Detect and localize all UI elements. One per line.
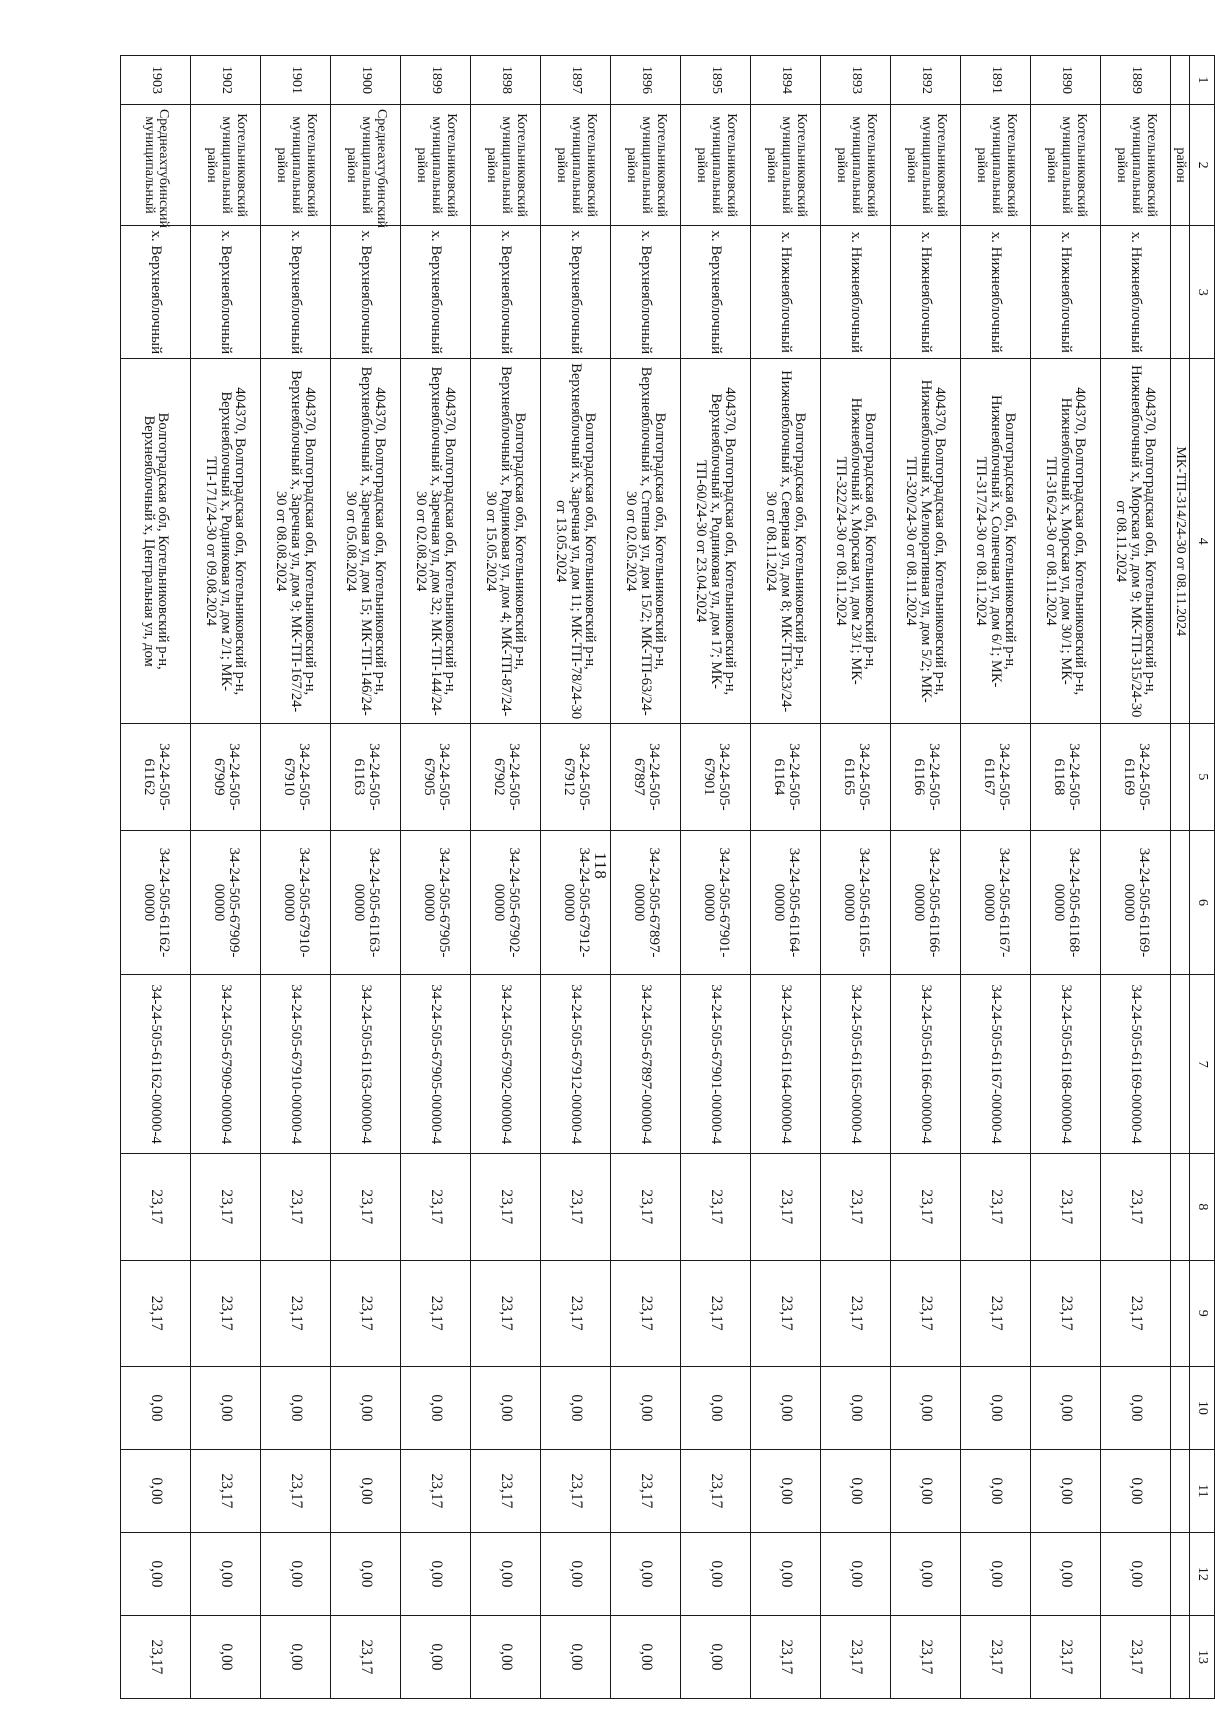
header-cell: 2 — [1190, 104, 1215, 225]
code-cell: 34-24-505-67912-00000-4 — [541, 975, 611, 1154]
address-cell: Волгоградская обл, Котельниковский р-н, Верхнеяблочный х, Родниковая ул, дом 4; МК-ТП-87/24-30 от 15.05.2024 — [471, 359, 541, 724]
row-number: 1895 — [681, 56, 751, 105]
header-cell: 8 — [1190, 1154, 1215, 1260]
continuation-row — [1171, 56, 1190, 1699]
district-cell: Котельниковский муниципальный район — [191, 104, 261, 225]
value-cell: 0,00 — [261, 1532, 331, 1615]
table-row — [1031, 56, 1101, 1699]
empty-cell — [1171, 1615, 1190, 1698]
table-row — [471, 56, 541, 1699]
value-cell: 0,00 — [191, 1366, 261, 1449]
value-cell: 23,17 — [891, 1260, 961, 1366]
code-cell: 34-24-505-67905 — [401, 724, 471, 830]
value-cell: 0,00 — [611, 1366, 681, 1449]
row-number: 1893 — [821, 56, 891, 105]
table-row — [331, 56, 401, 1699]
code-cell: 34-24-505-67912 — [541, 724, 611, 830]
value-cell: 23,17 — [541, 1260, 611, 1366]
value-cell: 0,00 — [751, 1366, 821, 1449]
address-cell: 404370, Волгоградская обл, Котельниковский р-н, Нижнеяблочный х, Морская ул, дом 9; МК-ТП-315/24-30 от 08.11.2024 — [1101, 359, 1171, 724]
district-cell: Котельниковский муниципальный район — [261, 104, 331, 225]
value-cell: 23,17 — [891, 1154, 961, 1260]
empty-cell — [1171, 1532, 1190, 1615]
code-cell: 34-24-505-61169 — [1101, 724, 1171, 830]
value-cell: 0,00 — [261, 1366, 331, 1449]
code-cell: 34-24-505-61162 — [121, 724, 191, 830]
table-row — [681, 56, 751, 1699]
district-cell: Котельниковский муниципальный район — [611, 104, 681, 225]
value-cell: 0,00 — [891, 1532, 961, 1615]
code-cell: 34-24-505-61167-00000 — [961, 830, 1031, 975]
empty-cell — [1171, 724, 1190, 830]
value-cell: 23,17 — [1031, 1154, 1101, 1260]
table-row — [401, 56, 471, 1699]
code-cell: 34-24-505-61168-00000 — [1031, 830, 1101, 975]
code-cell: 34-24-505-67910 — [261, 724, 331, 830]
address-cell: Волгоградская обл, Котельниковский р-н, Нижнеяблочный х, Морская ул, дом 23/1; МК-ТП-322/24-30 от 08.11.2024 — [821, 359, 891, 724]
header-cell: 9 — [1190, 1260, 1215, 1366]
table-row — [961, 56, 1031, 1699]
code-cell: 34-24-505-61166-00000 — [891, 830, 961, 975]
district-cell: Котельниковский муниципальный район — [541, 104, 611, 225]
value-cell: 23,17 — [471, 1154, 541, 1260]
value-cell: 23,17 — [961, 1154, 1031, 1260]
value-cell: 23,17 — [681, 1260, 751, 1366]
value-cell: 0,00 — [471, 1615, 541, 1698]
code-cell: 34-24-505-61162-00000-4 — [121, 975, 191, 1154]
code-cell: 34-24-505-67901 — [681, 724, 751, 830]
table-row — [541, 56, 611, 1699]
district-cell: Котельниковский муниципальный район — [681, 104, 751, 225]
value-cell: 0,00 — [331, 1366, 401, 1449]
row-number: 1898 — [471, 56, 541, 105]
value-cell: 0,00 — [191, 1615, 261, 1698]
district-cell: Котельниковский муниципальный район — [401, 104, 471, 225]
code-cell: 34-24-505-67905-00000 — [401, 830, 471, 975]
settlement-cell: х. Верхнеяблочный — [541, 226, 611, 359]
value-cell: 23,17 — [191, 1260, 261, 1366]
value-cell: 23,17 — [751, 1260, 821, 1366]
code-cell: 34-24-505-61167-00000-4 — [961, 975, 1031, 1154]
district-cell: Котельниковский муниципальный район — [1031, 104, 1101, 225]
settlement-cell: х. Нижнеяблочный — [891, 226, 961, 359]
header-cell: 6 — [1190, 830, 1215, 975]
value-cell: 23,17 — [261, 1449, 331, 1532]
header-cell: 5 — [1190, 724, 1215, 830]
row-number: 1892 — [891, 56, 961, 105]
row-number: 1891 — [961, 56, 1031, 105]
value-cell: 23,17 — [401, 1154, 471, 1260]
value-cell: 0,00 — [681, 1532, 751, 1615]
value-cell: 0,00 — [891, 1366, 961, 1449]
row-number: 1889 — [1101, 56, 1171, 105]
value-cell: 23,17 — [961, 1260, 1031, 1366]
empty-cell — [1171, 1366, 1190, 1449]
empty-cell — [1171, 56, 1190, 105]
value-cell: 23,17 — [471, 1260, 541, 1366]
district-cell: Котельниковский муниципальный район — [891, 104, 961, 225]
value-cell: 23,17 — [681, 1449, 751, 1532]
code-cell: 34-24-505-67902-00000-4 — [471, 975, 541, 1154]
code-cell: 34-24-505-67912-00000 — [541, 830, 611, 975]
code-cell: 34-24-505-61164-00000 — [751, 830, 821, 975]
code-cell: 34-24-505-61165-00000 — [821, 830, 891, 975]
settlement-cell: х. Нижнеяблочный — [1101, 226, 1171, 359]
code-cell: 34-24-505-61167 — [961, 724, 1031, 830]
value-cell: 0,00 — [1031, 1449, 1101, 1532]
header-cell: 3 — [1190, 226, 1215, 359]
empty-cell — [1171, 226, 1190, 359]
settlement-cell: х. Верхнеяблочный — [471, 226, 541, 359]
settlement-cell: х. Верхнеяблочный — [611, 226, 681, 359]
row-number: 1902 — [191, 56, 261, 105]
settlement-cell: х. Нижнеяблочный — [961, 226, 1031, 359]
value-cell: 0,00 — [611, 1532, 681, 1615]
value-cell: 0,00 — [401, 1532, 471, 1615]
value-cell: 23,17 — [891, 1615, 961, 1698]
value-cell: 23,17 — [261, 1154, 331, 1260]
value-cell: 0,00 — [821, 1366, 891, 1449]
row-number: 1890 — [1031, 56, 1101, 105]
address-cell: 404370, Волгоградская обл, Котельниковский р-н, Верхнеяблочный х, Заречная ул, дом 9; МК-ТП-167/24-30 от 08.08.2024 — [261, 359, 331, 724]
code-cell: 34-24-505-61162-00000 — [121, 830, 191, 975]
value-cell: 0,00 — [681, 1366, 751, 1449]
value-cell: 0,00 — [821, 1449, 891, 1532]
value-cell: 0,00 — [611, 1615, 681, 1698]
value-cell: 23,17 — [611, 1260, 681, 1366]
continuation-document: МК-ТП-314/24-30 от 08.11.2024 — [1171, 359, 1190, 724]
empty-cell — [1171, 1154, 1190, 1260]
value-cell: 0,00 — [1101, 1449, 1171, 1532]
row-number: 1896 — [611, 56, 681, 105]
value-cell: 23,17 — [541, 1154, 611, 1260]
header-cell: 4 — [1190, 359, 1215, 724]
settlement-cell: х. Верхнеяблочный — [191, 226, 261, 359]
value-cell: 0,00 — [1101, 1366, 1171, 1449]
district-cell: Котельниковский муниципальный район — [1101, 104, 1171, 225]
value-cell: 23,17 — [611, 1154, 681, 1260]
address-cell: 404370, Волгоградская обл, Котельниковский р-н, Нижнеяблочный х, Морская ул, дом 30/1; МК-ТП-316/24-30 от 08.11.2024 — [1031, 359, 1101, 724]
value-cell: 0,00 — [1031, 1532, 1101, 1615]
settlement-cell: х. Верхнеяблочный — [331, 226, 401, 359]
value-cell: 23,17 — [261, 1260, 331, 1366]
address-cell: 404370, Волгоградская обл, Котельниковский р-н, Верхнеяблочный х, Родниковая ул, дом 2/1; МК-ТП-171/24-30 от 09.08.2024 — [191, 359, 261, 724]
value-cell: 0,00 — [961, 1366, 1031, 1449]
table-row — [1101, 56, 1171, 1699]
value-cell: 23,17 — [401, 1260, 471, 1366]
address-cell: 404370, Волгоградская обл, Котельниковский р-н, Верхнеяблочный х, Родниковая ул, дом 17; МК-ТП-60/24-30 от 23.04.2024 — [681, 359, 751, 724]
value-cell: 23,17 — [751, 1615, 821, 1698]
value-cell: 0,00 — [331, 1449, 401, 1532]
code-cell: 34-24-505-61163-00000 — [331, 830, 401, 975]
code-cell: 34-24-505-61169-00000 — [1101, 830, 1171, 975]
row-number: 1903 — [121, 56, 191, 105]
value-cell: 23,17 — [191, 1154, 261, 1260]
address-cell: 404370, Волгоградская обл, Котельниковский р-н, Верхнеяблочный х, Заречная ул, дом 32; МК-ТП-144/24-30 от 02.08.2024 — [401, 359, 471, 724]
value-cell: 23,17 — [1101, 1154, 1171, 1260]
code-cell: 34-24-505-67909-00000 — [191, 830, 261, 975]
table-row — [891, 56, 961, 1699]
code-cell: 34-24-505-61164 — [751, 724, 821, 830]
value-cell: 0,00 — [541, 1532, 611, 1615]
value-cell: 23,17 — [821, 1615, 891, 1698]
code-cell: 34-24-505-67902-00000 — [471, 830, 541, 975]
district-cell: Котельниковский муниципальный район — [961, 104, 1031, 225]
value-cell: 23,17 — [821, 1154, 891, 1260]
value-cell: 23,17 — [401, 1449, 471, 1532]
value-cell: 0,00 — [401, 1366, 471, 1449]
district-cell: Котельниковский муниципальный район — [751, 104, 821, 225]
code-cell: 34-24-505-67897 — [611, 724, 681, 830]
code-cell: 34-24-505-67909 — [191, 724, 261, 830]
value-cell: 23,17 — [1101, 1260, 1171, 1366]
value-cell: 0,00 — [961, 1449, 1031, 1532]
value-cell: 0,00 — [751, 1532, 821, 1615]
address-cell: Волгоградская обл, Котельниковский р-н, Нижнеяблочный х, Солнечная ул, дом 6/1; МК-ТП-317/24-30 от 08.11.2024 — [961, 359, 1031, 724]
data-table — [120, 55, 1215, 1699]
value-cell: 23,17 — [331, 1260, 401, 1366]
value-cell: 23,17 — [1031, 1260, 1101, 1366]
header-row — [1190, 56, 1215, 1699]
header-cell: 11 — [1190, 1449, 1215, 1532]
table-row — [751, 56, 821, 1699]
value-cell: 0,00 — [261, 1615, 331, 1698]
value-cell: 23,17 — [331, 1615, 401, 1698]
code-cell: 34-24-505-61168-00000-4 — [1031, 975, 1101, 1154]
header-cell: 1 — [1190, 56, 1215, 105]
page-number: 118 — [590, 852, 610, 880]
value-cell: 0,00 — [1031, 1366, 1101, 1449]
settlement-cell: х. Нижнеяблочный — [751, 226, 821, 359]
header-cell: 12 — [1190, 1532, 1215, 1615]
value-cell: 0,00 — [541, 1615, 611, 1698]
value-cell: 23,17 — [681, 1154, 751, 1260]
value-cell: 23,17 — [1101, 1615, 1171, 1698]
code-cell: 34-24-505-61168 — [1031, 724, 1101, 830]
value-cell: 0,00 — [681, 1615, 751, 1698]
row-number: 1899 — [401, 56, 471, 105]
empty-cell — [1171, 1449, 1190, 1532]
value-cell: 0,00 — [191, 1532, 261, 1615]
value-cell: 23,17 — [331, 1154, 401, 1260]
settlement-cell: х. Верхнеяблочный — [121, 226, 191, 359]
code-cell: 34-24-505-61166-00000-4 — [891, 975, 961, 1154]
settlement-cell: х. Верхнеяблочный — [261, 226, 331, 359]
value-cell: 23,17 — [121, 1154, 191, 1260]
code-cell: 34-24-505-61165-00000-4 — [821, 975, 891, 1154]
empty-cell — [1171, 830, 1190, 975]
code-cell: 34-24-505-61169-00000-4 — [1101, 975, 1171, 1154]
empty-cell — [1171, 975, 1190, 1154]
value-cell: 23,17 — [961, 1615, 1031, 1698]
value-cell: 23,17 — [121, 1260, 191, 1366]
row-number: 1901 — [261, 56, 331, 105]
value-cell: 23,17 — [121, 1615, 191, 1698]
value-cell: 0,00 — [541, 1366, 611, 1449]
header-cell: 10 — [1190, 1366, 1215, 1449]
settlement-cell: х. Нижнеяблочный — [1031, 226, 1101, 359]
code-cell: 34-24-505-67910-00000 — [261, 830, 331, 975]
value-cell: 23,17 — [1031, 1615, 1101, 1698]
value-cell: 0,00 — [821, 1532, 891, 1615]
row-number: 1894 — [751, 56, 821, 105]
value-cell: 0,00 — [331, 1532, 401, 1615]
code-cell: 34-24-505-67897-00000 — [611, 830, 681, 975]
address-cell: Волгоградская обл, Котельниковский р-н, Верхнеяблочный х, Заречная ул, дом 11; МК-ТП-78/24-30 от 13.05.2024 — [541, 359, 611, 724]
rotated-table-container — [120, 55, 1215, 1699]
table-row — [121, 56, 191, 1699]
value-cell: 0,00 — [471, 1366, 541, 1449]
value-cell: 0,00 — [401, 1615, 471, 1698]
value-cell: 23,17 — [541, 1449, 611, 1532]
district-cell: Котельниковский муниципальный район — [471, 104, 541, 225]
code-cell: 34-24-505-61163-00000-4 — [331, 975, 401, 1154]
address-cell: 404370, Волгоградская обл, Котельниковский р-н, Верхнеяблочный х, Заречная ул, дом 15; МК-ТП-146/24-30 от 05.08.2024 — [331, 359, 401, 724]
row-number: 1900 — [331, 56, 401, 105]
table-row — [191, 56, 261, 1699]
table-row — [821, 56, 891, 1699]
value-cell: 23,17 — [821, 1260, 891, 1366]
value-cell: 0,00 — [961, 1532, 1031, 1615]
value-cell: 0,00 — [121, 1366, 191, 1449]
district-cell: Среднеахтубинский муниципальный — [121, 104, 191, 225]
code-cell: 34-24-505-67901-00000-4 — [681, 975, 751, 1154]
header-cell: 7 — [1190, 975, 1215, 1154]
code-cell: 34-24-505-61164-00000-4 — [751, 975, 821, 1154]
code-cell: 34-24-505-61163 — [331, 724, 401, 830]
row-number: 1897 — [541, 56, 611, 105]
value-cell: 23,17 — [191, 1449, 261, 1532]
district-cell: Котельниковский муниципальный район — [821, 104, 891, 225]
value-cell: 23,17 — [611, 1449, 681, 1532]
address-cell: Волгоградская обл, Котельниковский р-н, Верхнеяблочный х, Степная ул, дом 15/2; МК-ТП-63/24-30 от 02.05.2024 — [611, 359, 681, 724]
value-cell: 23,17 — [471, 1449, 541, 1532]
value-cell: 0,00 — [751, 1449, 821, 1532]
code-cell: 34-24-505-61166 — [891, 724, 961, 830]
settlement-cell: х. Нижнеяблочный — [821, 226, 891, 359]
header-cell: 13 — [1190, 1615, 1215, 1698]
code-cell: 34-24-505-67901-00000 — [681, 830, 751, 975]
empty-cell — [1171, 1260, 1190, 1366]
address-cell: Волгоградская обл, Котельниковский р-н, Нижнеяблочный х, Северная ул, дом 8; МК-ТП-323/24-30 от 08.11.2024 — [751, 359, 821, 724]
code-cell: 34-24-505-61165 — [821, 724, 891, 830]
settlement-cell: х. Верхнеяблочный — [401, 226, 471, 359]
code-cell: 34-24-505-67902 — [471, 724, 541, 830]
code-cell: 34-24-505-67909-00000-4 — [191, 975, 261, 1154]
table-row — [261, 56, 331, 1699]
district-cell: Среднеахтубинский муниципальный район — [331, 104, 401, 225]
value-cell: 23,17 — [751, 1154, 821, 1260]
code-cell: 34-24-505-67905-00000-4 — [401, 975, 471, 1154]
continuation-district: район — [1171, 104, 1190, 225]
value-cell: 0,00 — [1101, 1532, 1171, 1615]
value-cell: 0,00 — [121, 1532, 191, 1615]
value-cell: 0,00 — [121, 1449, 191, 1532]
settlement-cell: х. Верхнеяблочный — [681, 226, 751, 359]
value-cell: 0,00 — [891, 1449, 961, 1532]
table-row — [611, 56, 681, 1699]
address-cell: Волгоградская обл, Котельниковский р-н, Верхнеяблочный х, Центральная ул, дом — [121, 359, 191, 724]
code-cell: 34-24-505-67910-00000-4 — [261, 975, 331, 1154]
code-cell: 34-24-505-67897-00000-4 — [611, 975, 681, 1154]
value-cell: 0,00 — [471, 1532, 541, 1615]
address-cell: 404370, Волгоградская обл, Котельниковский р-н, Нижнеяблочный х, Мелиоративная ул, дом 5/2; МК-ТП-320/24-30 от 08.11.2024 — [891, 359, 961, 724]
